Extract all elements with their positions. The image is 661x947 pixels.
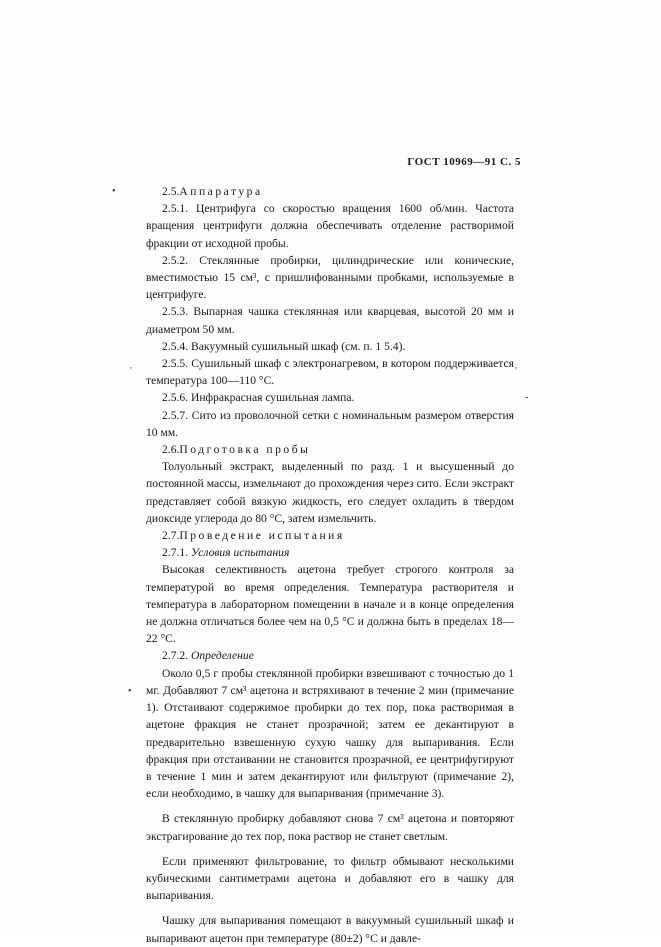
- section-number: 2.7.: [162, 529, 180, 543]
- scan-speck: ': [130, 366, 132, 377]
- paragraph: 2.5.2. Стеклянные пробирки, цилиндрические или конические, вместимостью 15 см³, с пришлифованными пробками, используемые в центрифуге.: [146, 253, 514, 302]
- paragraph: 2.5.3. Выпарная чашка стеклянная или кварцевая, высотой 20 мм и диаметром 50 мм.: [146, 305, 514, 336]
- paragraph: 2.5.1. Центрифуга со скоростью вращения 1600 об/мин. Частота вращения центрифуги должна обеспечивать отделение растворимой фракции от исходной пробы.: [146, 202, 514, 250]
- paragraph: Если применяют фильтрование, то фильтр обмывают несколькими кубическими сантиметрами ацетона и добавляют его в чашку для выпаривания.: [146, 854, 514, 903]
- paragraph: 2.5.6. Инфракрасная сушильная лампа.: [162, 391, 355, 405]
- subsection-number: 2.7.1.: [162, 546, 189, 560]
- subsection-heading: [146, 544, 514, 561]
- page-header: ГОСТ 10969—91 С. 5: [407, 156, 521, 168]
- paragraph: Чашку для выпаривания помещают в вакуумный сушильный шкаф и выпаривают ацетон при температуре (80±2) °С и давле-: [146, 914, 514, 945]
- subsection-title: Условия испытания: [191, 546, 290, 560]
- subsection-number: 2.7.2.: [162, 649, 189, 663]
- subsection-heading: [146, 647, 514, 664]
- section-title: Подготовка пробы: [179, 443, 311, 457]
- section-number: 2.5.: [162, 185, 180, 198]
- scan-speck: ': [515, 366, 517, 377]
- document-body: [146, 183, 514, 947]
- subsection-title: Определение: [191, 649, 254, 663]
- scan-speck: -: [525, 392, 529, 403]
- section-title: Проведение испытания: [179, 529, 345, 543]
- paragraph: Толуольный экстракт, выделенный по разд. 1 и высушенный до постоянной массы, измельчают до прохождения через сито. Если экстракт представляет собой вязкую жидкость, его следует охладить в твердом диоксиде углерода до 80 °С, затем измельчить.: [146, 460, 514, 525]
- paragraph: Высокая селективность ацетона требует строгого контроля за температурой во время определения. Температура растворителя и температура в лабораторном помещении в начале и в конце определения не должна отличаться более чем на 0,5 °С и должна быть в пределах 18—22 °С.: [146, 563, 514, 646]
- paragraph: В стеклянную пробирку добавляют снова 7 см³ ацетона и повторяют экстрагирование до тех пор, пока раствор не станет светлым.: [146, 812, 514, 843]
- section-number: 2.6.: [162, 443, 180, 457]
- section-heading: [146, 441, 514, 458]
- scan-speck: •: [112, 186, 116, 197]
- paragraph: 2.5.5. Сушильный шкаф с электронагревом, в котором поддерживается температура 100—110 °С.: [146, 357, 514, 388]
- paragraph: 2.5.4. Вакуумный сушильный шкаф (см. п. 1 5.4).: [162, 339, 406, 353]
- paragraph: Около 0,5 г пробы стеклянной пробирки взвешивают с точностью до 1 мг. Добавляют 7 см³ ацетона и встряхивают в течение 2 мин (примечание 1). Отстаивают содержимое пробирки до тех пор, пока растворимая в ацетоне фракция не станет прозрачной; затем ее декантируют в предварительно взвешенную сухую чашку для выпаривания. Если фракция при отстаивании не становится прозрачной, ее центрифугируют в течение 1 мин и затем декантируют или фильтруют (примечание 2), если необходимо, в чашку для выпаривания (примечание 3).: [146, 666, 514, 801]
- section-heading: [146, 183, 514, 200]
- paragraph: 2.5.7. Сито из проволочной сетки с номинальным размером отверстия 10 мм.: [146, 408, 514, 439]
- section-title: Аппаратура: [179, 185, 263, 198]
- scan-speck: •: [128, 686, 132, 697]
- section-heading: [146, 527, 514, 544]
